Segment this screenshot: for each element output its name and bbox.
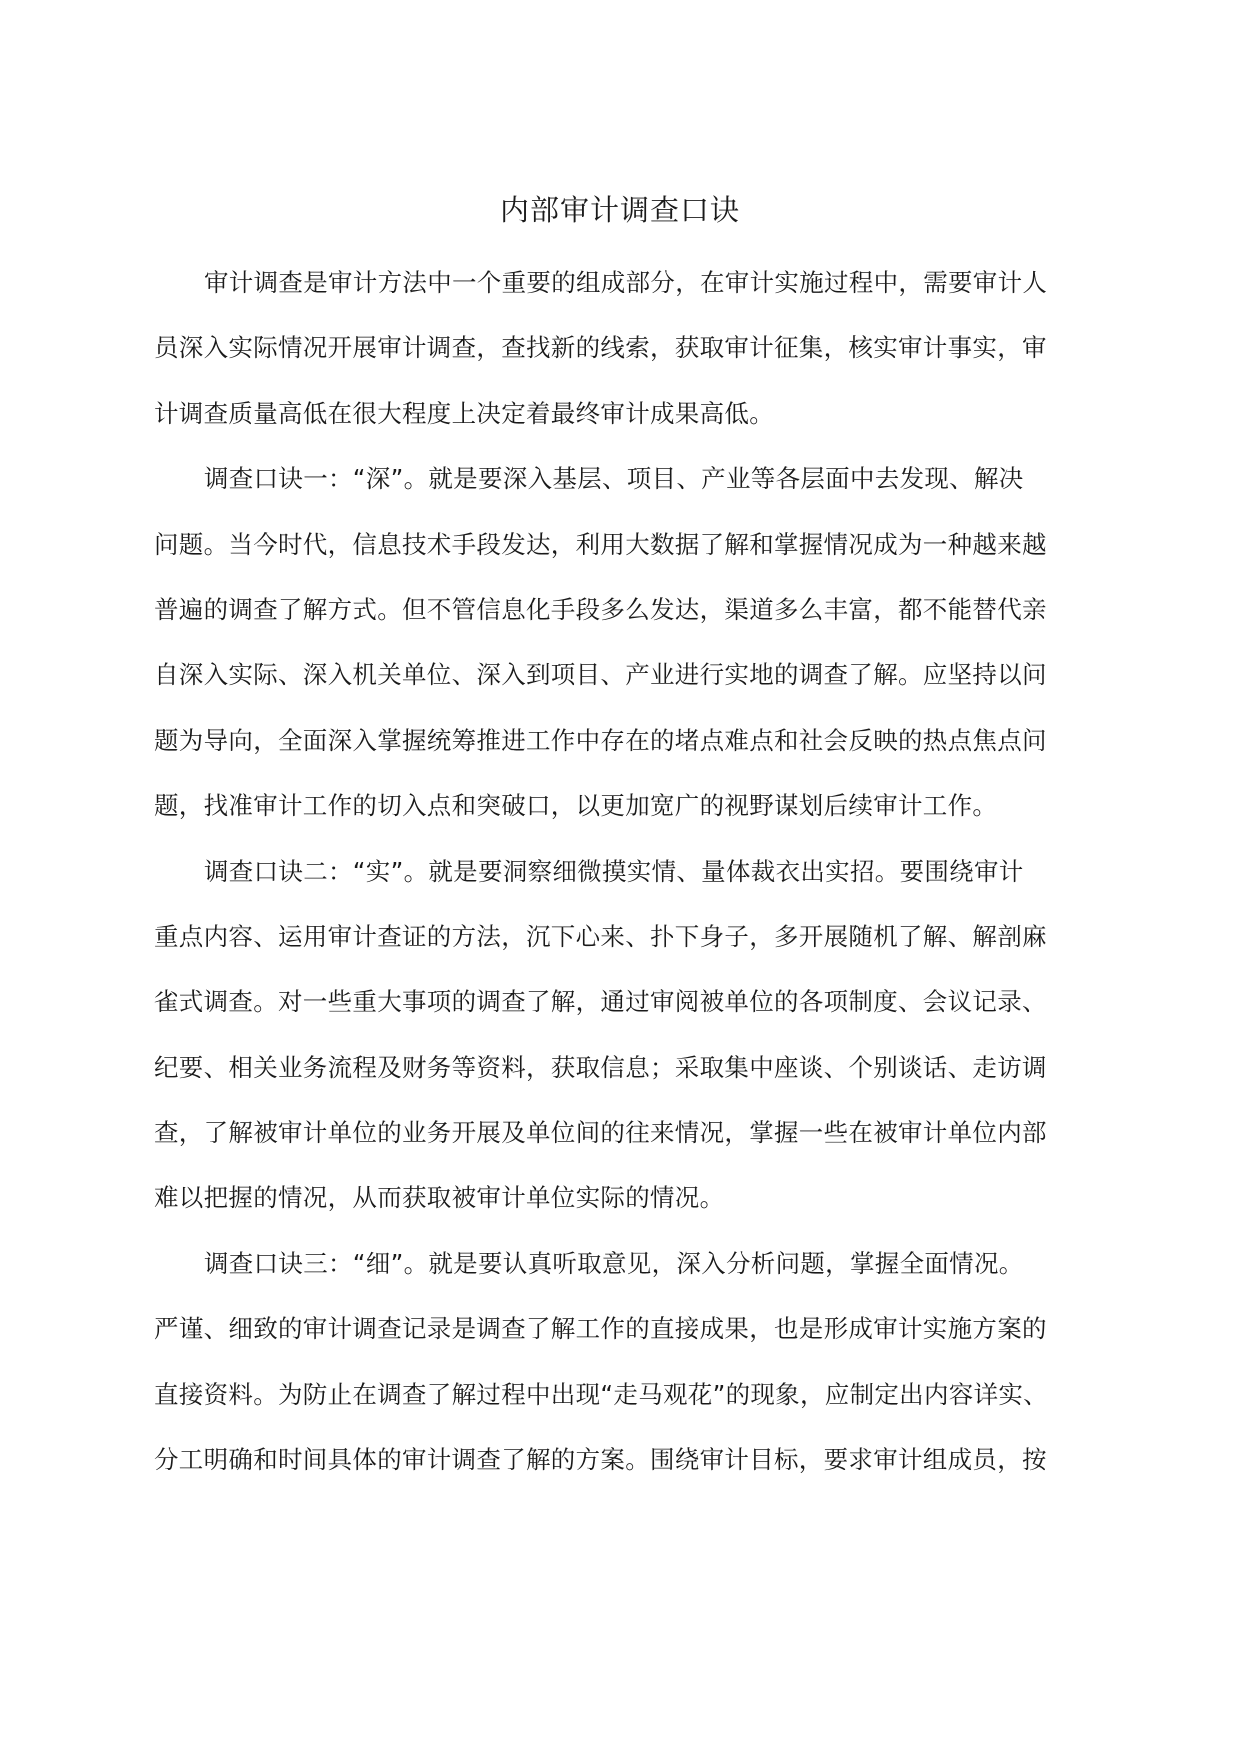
text-line: 调查口诀一：“深”。就是要深入基层、项目、产业等各层面中去发现、解决 xyxy=(204,464,1024,494)
text-line: 问题。当今时代，信息技术手段发达，利用大数据了解和掌握情况成为一种越来越 xyxy=(154,529,1047,559)
text-line: 雀式调查。对一些重大事项的调查了解，通过审阅被单位的各项制度、会议记录、 xyxy=(154,987,1047,1017)
text-line: 计调查质量高低在很大程度上决定着最终审计成果高低。 xyxy=(154,398,774,428)
text-line: 难以把握的情况，从而获取被审计单位实际的情况。 xyxy=(154,1183,725,1213)
text-line: 直接资料。为防止在调查了解过程中出现“走马观花”的现象，应制定出内容详实、 xyxy=(154,1379,1048,1409)
text-line: 查，了解被审计单位的业务开展及单位间的往来情况，掌握一些在被审计单位内部 xyxy=(154,1118,1047,1148)
document-body xyxy=(154,261,1054,1503)
paragraph-rule-two xyxy=(154,850,1054,1242)
text-line: 重点内容、运用审计查证的方法，沉下心来、扑下身子，多开展随机了解、解剖麻 xyxy=(154,921,1047,951)
paragraph-rule-one xyxy=(154,457,1054,849)
text-line: 调查口诀三：“细”。就是要认真听取意见，深入分析问题，掌握全面情况。 xyxy=(204,1248,1024,1278)
text-line: 自深入实际、深入机关单位、深入到项目、产业进行实地的调查了解。应坚持以问 xyxy=(154,660,1047,690)
text-line: 普遍的调查了解方式。但不管信息化手段多么发达，渠道多么丰富，都不能替代亲 xyxy=(154,594,1047,624)
paragraph-rule-three xyxy=(154,1242,1054,1504)
text-line: 题，找准审计工作的切入点和突破口，以更加宽广的视野谋划后续审计工作。 xyxy=(154,791,998,821)
text-line: 员深入实际情况开展审计调查，查找新的线索，获取审计征集，核实审计事实，审 xyxy=(154,333,1047,363)
text-line: 分工明确和时间具体的审计调查了解的方案。围绕审计目标，要求审计组成员，按 xyxy=(154,1445,1047,1475)
paragraph-intro xyxy=(154,261,1054,457)
text-line: 审计调查是审计方法中一个重要的组成部分，在审计实施过程中，需要审计人 xyxy=(204,268,1048,297)
text-line: 调查口诀二：“实”。就是要洞察细微摸实情、量体裁衣出实招。要围绕审计 xyxy=(204,856,1024,886)
text-line: 纪要、相关业务流程及财务等资料，获取信息；采取集中座谈、个别谈话、走访调 xyxy=(154,1052,1047,1082)
text-line: 严谨、细致的审计调查记录是调查了解工作的直接成果，也是形成审计实施方案的 xyxy=(154,1314,1047,1344)
document-title: 内部审计调查口诀 xyxy=(499,193,740,227)
text-line: 题为导向，全面深入掌握统筹推进工作中存在的堵点难点和社会反映的热点焦点问 xyxy=(154,725,1047,755)
